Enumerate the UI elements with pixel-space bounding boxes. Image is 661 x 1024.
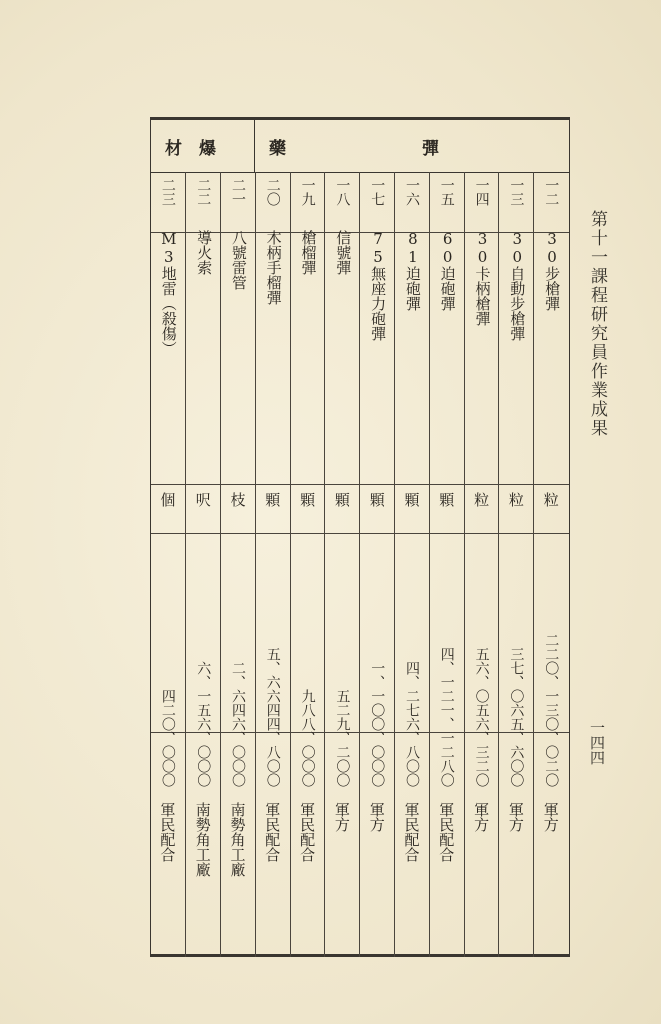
item-name: 信號彈: [334, 230, 353, 275]
item-source: 軍方: [367, 802, 386, 832]
item-number: 一四: [473, 178, 490, 206]
item-source: 軍方: [541, 802, 560, 832]
table-column: [185, 172, 220, 957]
table-column: [150, 172, 185, 957]
item-number: 一九: [299, 178, 316, 206]
item-name: 槍榴彈: [299, 230, 318, 275]
item-source: 軍民配合: [263, 802, 282, 862]
item-quantity: 九八八、〇〇〇: [299, 689, 316, 787]
item-source: 軍民配合: [437, 802, 456, 862]
item-unit: 顆: [437, 492, 456, 507]
item-unit: 顆: [298, 492, 317, 507]
table-column: [394, 172, 429, 957]
table-column: [429, 172, 464, 957]
item-unit: 粒: [506, 492, 525, 507]
category-explosives: 材 爆: [165, 138, 216, 159]
table-column: [255, 172, 290, 957]
item-quantity: 二、六四六、〇〇〇: [230, 661, 246, 787]
item-source: 軍方: [332, 802, 351, 832]
item-name: 60迫砲彈: [438, 230, 457, 311]
item-quantity: 三七、〇六五、六〇〇: [508, 647, 525, 787]
item-number: 一三: [508, 178, 525, 206]
item-source: 軍民配合: [298, 802, 317, 862]
item-quantity: 一、一〇〇、〇〇〇: [369, 661, 386, 787]
item-name: 30卡柄槍彈: [473, 230, 492, 326]
item-quantity: 四二〇、〇〇〇: [159, 689, 176, 787]
item-name: 81迫砲彈: [403, 230, 422, 311]
item-number: 一六: [404, 178, 420, 206]
item-quantity: 六、一五六、〇〇〇: [195, 661, 212, 787]
item-quantity: 四、一二一、一二八〇: [438, 647, 455, 787]
running-header: 第十一課程研究員作業成果: [587, 210, 607, 438]
item-unit: 顆: [263, 492, 282, 507]
item-name: 30步槍彈: [543, 230, 562, 311]
item-number: 一二: [543, 178, 560, 206]
item-number: 一八: [334, 178, 351, 206]
item-name: M3地雷（殺傷）: [159, 230, 178, 356]
item-quantity: 五二九、二〇〇: [334, 689, 351, 787]
item-unit: 粒: [541, 492, 560, 507]
item-unit: 呎: [193, 492, 212, 507]
item-quantity: 二二〇、一三〇、〇二〇: [543, 633, 560, 787]
item-unit: 顆: [332, 492, 351, 507]
item-source: 南勢角工廠: [193, 802, 212, 877]
item-quantity: 五六、〇五六、三二〇: [473, 647, 490, 787]
item-source: 南勢角工廠: [228, 802, 247, 877]
item-quantity: 四、二七六、八〇〇: [404, 661, 420, 787]
item-source: 軍方: [506, 802, 525, 832]
item-number: 二二: [195, 178, 212, 206]
table-column: [498, 172, 533, 957]
item-number: 二一: [230, 178, 246, 206]
item-unit: 粒: [472, 492, 491, 507]
item-unit: 顆: [402, 492, 421, 507]
item-name: 木柄手榴彈: [264, 230, 283, 305]
item-name: 八號雷管: [229, 230, 248, 290]
item-quantity: 五、六六四四、八〇〇: [264, 647, 281, 787]
ammunition-table: [150, 117, 570, 957]
item-number: 一五: [438, 178, 455, 206]
table-column: [290, 172, 325, 957]
table-column: [464, 172, 499, 957]
item-source: 軍方: [472, 802, 491, 832]
item-unit: 枝: [228, 492, 247, 507]
item-unit: 顆: [367, 492, 386, 507]
item-unit: 個: [158, 492, 177, 507]
table-column: [324, 172, 359, 957]
item-source: 軍民配合: [158, 802, 177, 862]
category-divider: [254, 120, 255, 172]
item-number: 一七: [369, 178, 386, 206]
item-number: 二〇: [264, 178, 281, 206]
item-source: 軍民配合: [402, 802, 421, 862]
item-name: 導火索: [195, 230, 214, 275]
item-number: 二三: [159, 178, 176, 206]
item-name: 30自動步槍彈: [508, 230, 527, 341]
table-column: [359, 172, 394, 957]
table-column: [533, 172, 568, 957]
category-ammunition: 藥 彈: [269, 138, 439, 159]
category-header: [151, 120, 569, 173]
item-name: 75無座力砲彈: [369, 230, 388, 341]
table-column: [220, 172, 255, 957]
page-number: 一四四: [588, 720, 606, 765]
